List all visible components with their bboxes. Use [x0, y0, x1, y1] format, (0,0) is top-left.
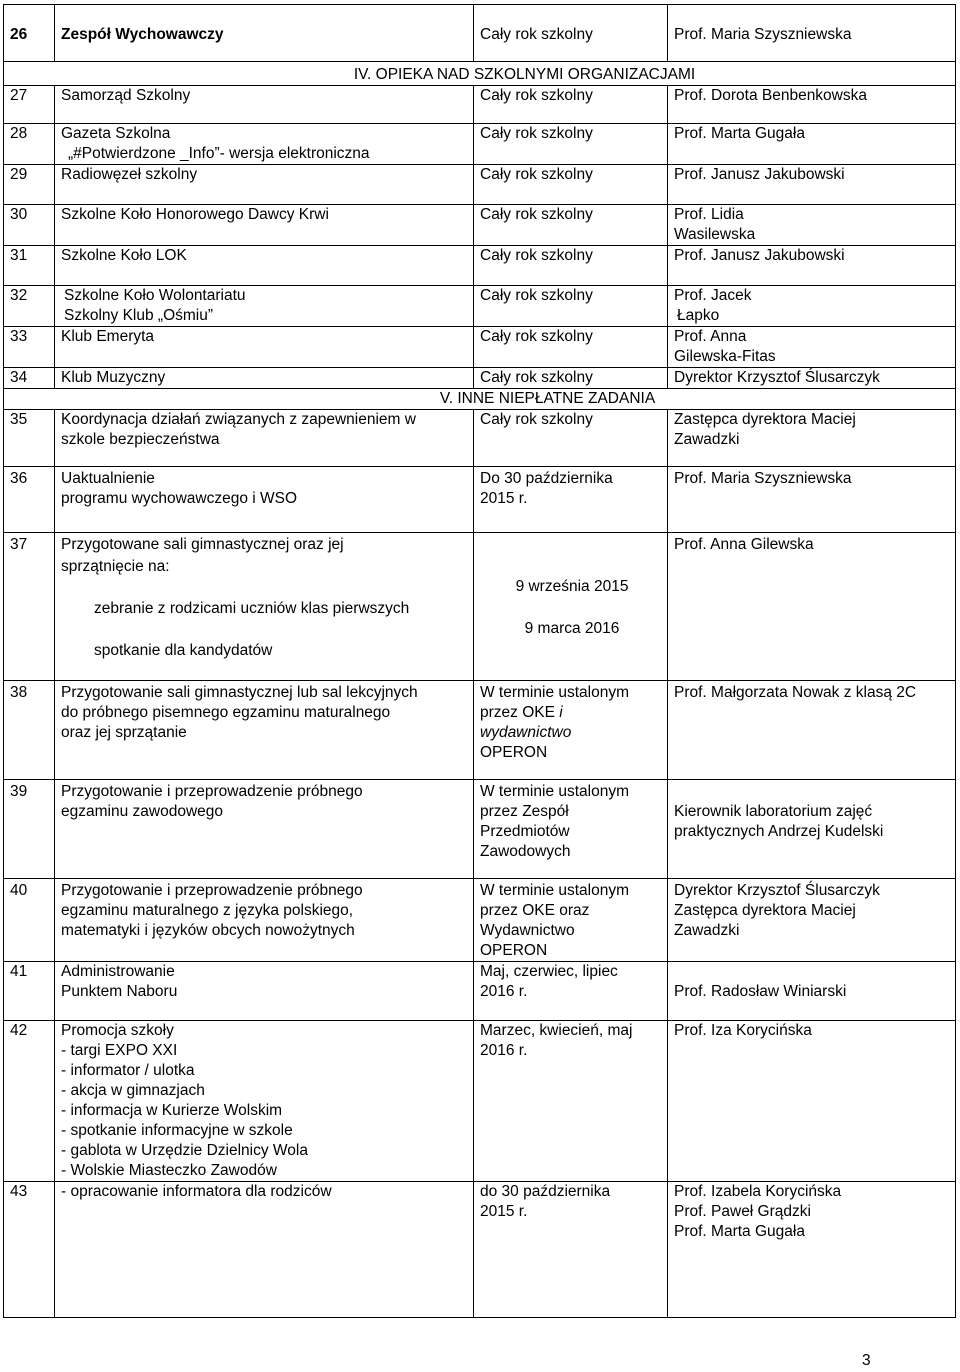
responsible-line: praktycznych Andrzej Kudelski: [674, 823, 884, 840]
table-row: [4, 368, 956, 389]
term-line: Wydawnictwo: [480, 922, 575, 939]
task-cell: [55, 879, 474, 962]
row-number: 34: [4, 368, 55, 389]
responsible-line: Prof. Anna: [674, 328, 747, 345]
task-cell: Szkolne Koło LOK: [55, 246, 474, 286]
table-row: [4, 286, 956, 327]
row-number: 26: [4, 5, 55, 62]
promo-item: - informator / ulotka: [61, 1062, 195, 1079]
term-cell: [474, 533, 668, 681]
task-line: Promocja szkoły: [61, 1022, 174, 1039]
term-cell: Cały rok szkolny: [474, 246, 668, 286]
row-number: 37: [4, 533, 55, 681]
term-cell: Cały rok szkolny: [474, 286, 668, 327]
task-cell: [55, 124, 474, 165]
responsible-cell: Prof. Janusz Jakubowski: [668, 246, 956, 286]
task-cell: Zespół Wychowawczy: [55, 5, 474, 62]
responsible-cell: Prof. Iza Korycińska: [668, 1021, 956, 1182]
responsible-line: Gilewska-Fitas: [674, 348, 776, 365]
term-line: Marzec, kwiecień, maj: [480, 1022, 633, 1039]
term-cell: [474, 1021, 668, 1182]
task-cell: [55, 962, 474, 1021]
section-header: [4, 389, 956, 410]
term-cell: [474, 467, 668, 533]
responsible-cell: [668, 410, 956, 467]
term-line: OPERON: [480, 744, 548, 761]
row-number: 29: [4, 165, 55, 205]
term-line: 2015 r.: [480, 490, 528, 507]
term-cell: Cały rok szkolny: [474, 5, 668, 62]
term-line: OPERON: [480, 942, 548, 959]
row-number: 33: [4, 327, 55, 368]
responsible-line: Zawadzki: [674, 431, 740, 448]
table-row: [4, 681, 956, 780]
task-line: Przygotowanie sali gimnastycznej lub sal lekcyjnych: [61, 684, 418, 701]
responsible-line: Prof. Paweł Grądzki: [674, 1203, 811, 1220]
term-line: 9 marca 2016: [524, 620, 620, 637]
responsible-line: Zawadzki: [674, 922, 740, 939]
term-cell: [474, 879, 668, 962]
row-number: 42: [4, 1021, 55, 1182]
task-line: Gazeta Szkolna: [61, 125, 171, 142]
task-cell: [55, 410, 474, 467]
term-cell: Cały rok szkolny: [474, 124, 668, 165]
term-line: do 30 października: [480, 1183, 611, 1200]
task-cell: Szkolne Koło Honorowego Dawcy Krwi: [55, 205, 474, 246]
task-line: programu wychowawczego i WSO: [61, 490, 298, 507]
term-line: W terminie ustalonym: [480, 882, 630, 899]
responsible-line: Dyrektor Krzysztof Ślusarczyk: [674, 882, 880, 899]
row-number: 38: [4, 681, 55, 780]
table-row: [4, 327, 956, 368]
term-cell: [474, 780, 668, 879]
activities-table: [3, 4, 956, 1318]
section-header: [4, 62, 956, 86]
responsible-cell: Dyrektor Krzysztof Ślusarczyk: [668, 368, 956, 389]
section-title: IV. OPIEKA NAD SZKOLNYMI ORGANIZACJAMI: [353, 66, 696, 83]
table-row: [4, 165, 956, 205]
term-line: [480, 703, 664, 723]
term-text-italic: i: [559, 704, 563, 721]
task-line: oraz jej sprzątanie: [61, 724, 187, 741]
task-cell: [55, 286, 474, 327]
table-row: [4, 124, 956, 165]
responsible-cell: [668, 286, 956, 327]
row-number: 27: [4, 86, 55, 124]
task-cell: Klub Muzyczny: [55, 368, 474, 389]
task-line: Administrowanie: [61, 963, 175, 980]
term-cell: Cały rok szkolny: [474, 86, 668, 124]
promo-item: - gablota w Urzędzie Dzielnicy Wola: [61, 1142, 308, 1159]
term-line: Przedmiotów: [480, 823, 570, 840]
task-subitem: spotkanie dla kandydatów: [94, 642, 273, 659]
responsible-cell: Prof. Maria Szyszniewska: [668, 467, 956, 533]
responsible-line: Zastępca dyrektora Maciej: [674, 902, 856, 919]
promo-item: - informacja w Kurierze Wolskim: [61, 1102, 283, 1119]
promo-item: - akcja w gimnazjach: [61, 1082, 205, 1099]
responsible-line: Prof. Lidia: [674, 206, 744, 223]
responsible-cell: Prof. Maria Szyszniewska: [668, 5, 956, 62]
row-number: 40: [4, 879, 55, 962]
responsible-line: Prof. Jacek: [674, 287, 752, 304]
promo-item: - targi EXPO XXI: [61, 1042, 178, 1059]
page-number: 3: [862, 1352, 871, 1369]
responsible-line: Prof. Marta Gugała: [674, 1223, 805, 1240]
term-line: Do 30 października: [480, 470, 613, 487]
task-cell: [55, 533, 474, 681]
row-number: 41: [4, 962, 55, 1021]
table-row: [4, 246, 956, 286]
table-row: [4, 962, 956, 1021]
task-line: Szkolny Klub „Ośmiu”: [64, 307, 214, 324]
responsible-cell: Prof. Anna Gilewska: [668, 533, 956, 681]
term-line: przez Zespół: [480, 803, 569, 820]
task-line: Szkolne Koło Wolontariatu: [64, 287, 246, 304]
term-line: 9 września 2015: [515, 578, 629, 595]
term-line: 2015 r.: [480, 1203, 528, 1220]
table-row: [4, 205, 956, 246]
task-line: Uaktualnienie: [61, 470, 155, 487]
term-cell: Cały rok szkolny: [474, 205, 668, 246]
term-cell: Cały rok szkolny: [474, 410, 668, 467]
task-line: szkole bezpieczeństwa: [61, 431, 220, 448]
term-line: wydawnictwo: [480, 724, 572, 741]
term-cell: [474, 962, 668, 1021]
term-line: 2016 r.: [480, 983, 528, 1000]
task-cell: Samorząd Szkolny: [55, 86, 474, 124]
responsible-cell: [668, 205, 956, 246]
table-row: [4, 410, 956, 467]
responsible-cell: Prof. Małgorzata Nowak z klasą 2C: [668, 681, 956, 780]
responsible-line: Łapko: [677, 307, 720, 324]
row-number: 32: [4, 286, 55, 327]
task-cell: Klub Emeryta: [55, 327, 474, 368]
promo-item: - Wolskie Miasteczko Zawodów: [61, 1162, 277, 1179]
task-cell: [55, 467, 474, 533]
task-line: matematyki i języków obcych nowożytnych: [61, 922, 355, 939]
row-number: 30: [4, 205, 55, 246]
responsible-cell: [668, 327, 956, 368]
task-cell: Radiowęzeł szkolny: [55, 165, 474, 205]
table-row: [4, 879, 956, 962]
task-line: egzaminu zawodowego: [61, 803, 223, 820]
term-text: przez OKE: [480, 704, 560, 721]
table-row: [4, 467, 956, 533]
row-number: 31: [4, 246, 55, 286]
row-number: 39: [4, 780, 55, 879]
table-row: [4, 5, 956, 62]
term-cell: Cały rok szkolny: [474, 165, 668, 205]
task-line: „#Potwierdzone _Info”- wersja elektroniczna: [68, 145, 370, 162]
table-row: [4, 86, 956, 124]
row-number: 35: [4, 410, 55, 467]
section-header-row: [4, 389, 956, 410]
task-line: do próbnego pisemnego egzaminu maturalnego: [61, 704, 391, 721]
responsible-cell: Prof. Marta Gugała: [668, 124, 956, 165]
task-line: Przygotowanie i przeprowadzenie próbnego: [61, 882, 363, 899]
section-header-row: [4, 62, 956, 86]
term-line: 2016 r.: [480, 1042, 528, 1059]
table-row: [4, 533, 956, 681]
task-line: Punktem Naboru: [61, 983, 178, 1000]
term-cell: Cały rok szkolny: [474, 368, 668, 389]
section-title: V. INNE NIEPŁATNE ZADANIA: [439, 390, 656, 407]
task-cell: - opracowanie informatora dla rodziców: [55, 1182, 474, 1318]
term-cell: [474, 1182, 668, 1318]
task-line: sprzątnięcie na:: [61, 558, 170, 575]
responsible-cell: Prof. Radosław Winiarski: [668, 962, 956, 1021]
task-cell: [55, 681, 474, 780]
task-cell: [55, 780, 474, 879]
responsible-line: Kierownik laboratorium zajęć: [674, 803, 873, 820]
responsible-line: Zastępca dyrektora Maciej: [674, 411, 856, 428]
term-line: przez OKE oraz: [480, 902, 590, 919]
responsible-line: Prof. Izabela Korycińska: [674, 1183, 842, 1200]
promo-item: - spotkanie informacyjne w szkole: [61, 1122, 293, 1139]
responsible-line: Wasilewska: [674, 226, 756, 243]
table-row: [4, 1021, 956, 1182]
row-number: 28: [4, 124, 55, 165]
task-line: Przygotowane sali gimnastycznej oraz jej: [61, 536, 344, 553]
responsible-cell: Prof. Dorota Benbenkowska: [668, 86, 956, 124]
term-cell: [474, 681, 668, 780]
table-row: [4, 780, 956, 879]
responsible-cell: Prof. Janusz Jakubowski: [668, 165, 956, 205]
row-number: 43: [4, 1182, 55, 1318]
task-line: Przygotowanie i przeprowadzenie próbnego: [61, 783, 363, 800]
term-line: Zawodowych: [480, 843, 571, 860]
task-subitem: zebranie z rodzicami uczniów klas pierwszych: [94, 600, 410, 617]
table-row: [4, 1182, 956, 1318]
row-number: 36: [4, 467, 55, 533]
term-line: Maj, czerwiec, lipiec: [480, 963, 618, 980]
task-line: egzaminu maturalnego z języka polskiego,: [61, 902, 354, 919]
term-line: W terminie ustalonym: [480, 684, 630, 701]
term-cell: Cały rok szkolny: [474, 327, 668, 368]
term-line: W terminie ustalonym: [480, 783, 630, 800]
task-line: Koordynacja działań związanych z zapewnieniem w: [61, 411, 416, 428]
responsible-cell: [668, 879, 956, 962]
task-cell: [55, 1021, 474, 1182]
responsible-cell: [668, 780, 956, 879]
responsible-cell: [668, 1182, 956, 1318]
